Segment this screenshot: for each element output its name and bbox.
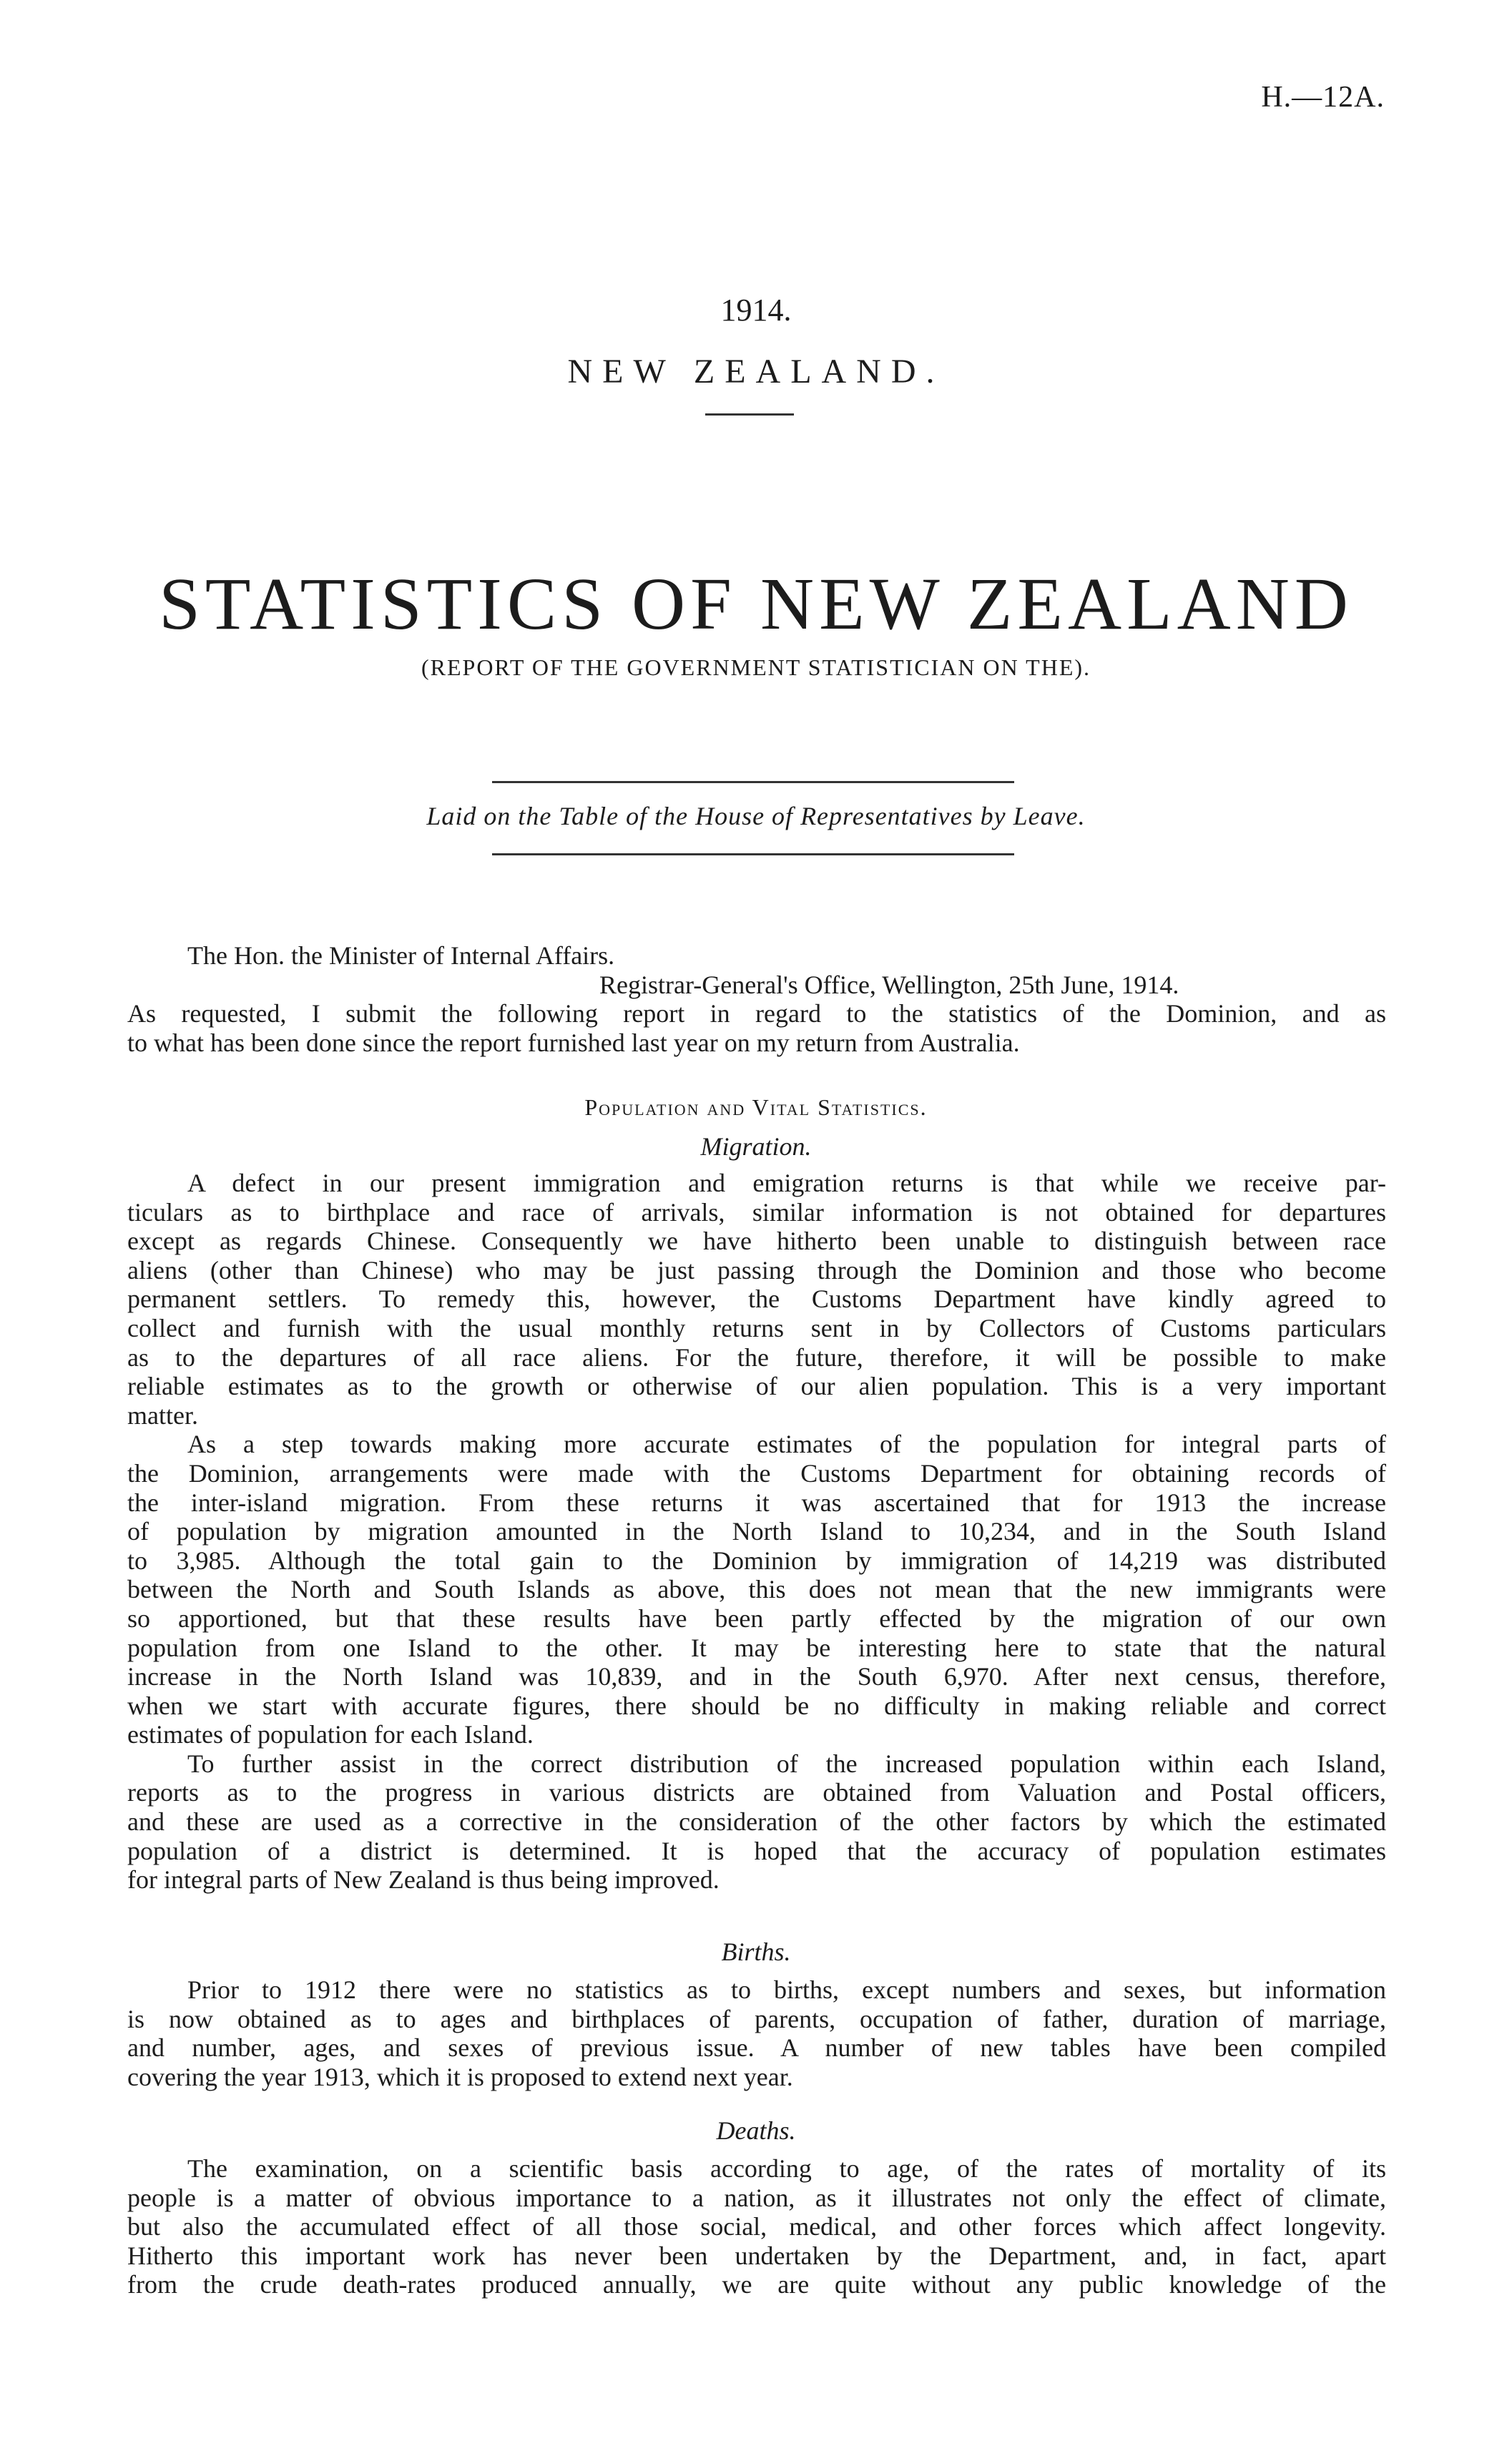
text-line: collect and furnish with the usual monthly returns sent in by Collectors of Customs particulars — [127, 1313, 1386, 1342]
text-line: except as regards Chinese. Consequently we have hitherto been unable to distinguish between race — [127, 1227, 1386, 1256]
laid-statement: Laid on the Table of the House of Representatives by Leave. — [426, 802, 1086, 830]
text-line: for integral parts of New Zealand is thus being improved. — [127, 1865, 720, 1895]
letter-origin: Registrar-General's Office, Wellington, 25th June, 1914. — [599, 970, 1179, 999]
text-line: ticulars as to birthplace and race of arrivals, similar information is not obtained for departures — [127, 1197, 1386, 1227]
year: 1914. — [720, 293, 792, 328]
text-line: covering the year 1913, which it is proposed to extend next year. — [127, 2062, 793, 2091]
text-line: so apportioned, but that these results have been partly effected by the migration of our own — [127, 1603, 1386, 1633]
text-line: from the crude death-rates produced annually, we are quite without any public knowledge of the — [127, 2270, 1386, 2299]
text-line: To further assist in the correct distribution of the increased population within each Island, — [187, 1749, 1386, 1778]
text-line: population of a district is determined. It is hoped that the accuracy of population estimates — [127, 1836, 1386, 1865]
divider-bottom — [492, 853, 1014, 855]
text-line: reliable estimates as to the growth or otherwise of our alien population. This is a very important — [127, 1372, 1386, 1401]
text-line: the inter-island migration. From these returns it was ascertained that for 1913 the increase — [127, 1488, 1386, 1517]
text-line: when we start with accurate figures, there should be no difficulty in making reliable and correct — [127, 1691, 1386, 1720]
main-title: STATISTICS OF NEW ZEALAND — [159, 563, 1353, 645]
text-line: matter. — [127, 1400, 198, 1430]
text-line: A defect in our present immigration and emigration returns is that while we receive par- — [187, 1169, 1386, 1197]
text-line: permanent settlers. To remedy this, however, the Customs Department have kindly agreed to — [127, 1285, 1386, 1314]
text-line: population from one Island to the other. It may be interesting here to state that the natural — [127, 1633, 1386, 1662]
text-line: the Dominion, arrangements were made with the Customs Department for obtaining records of — [127, 1458, 1386, 1488]
migration-heading: Migration. — [700, 1132, 812, 1161]
text-line: Prior to 1912 there were no statistics as to births, except numbers and sexes, but information — [187, 1975, 1386, 2004]
text-line: as to the departures of all race aliens. For the future, therefore, it will be possible to make — [127, 1342, 1386, 1372]
country-heading: NEW ZEALAND. — [567, 353, 945, 391]
text-line: The examination, on a scientific basis according to age, of the rates of mortality of its — [187, 2154, 1386, 2183]
text-line: people is a matter of obvious importance to a nation, as it illustrates not only the effect of climate, — [127, 2183, 1386, 2212]
subtitle: (REPORT OF THE GOVERNMENT STATISTICIAN ON THE). — [421, 654, 1091, 680]
text-line: to 3,985. Although the total gain to the Dominion by immigration of 14,219 was distributed — [127, 1546, 1386, 1575]
intro-line: As requested, I submit the following report in regard to the statistics of the Dominion, and as — [127, 999, 1386, 1028]
text-line: but also the accumulated effect of all those social, medical, and other forces which affect longevity. — [127, 2212, 1386, 2241]
text-line: and number, ages, and sexes of previous issue. A number of new tables have been compiled — [127, 2033, 1386, 2063]
divider-short — [705, 413, 794, 416]
births-heading: Births. — [721, 1937, 791, 1966]
text-line: is now obtained as to ages and birthplaces of parents, occupation of father, duration of marriage, — [127, 2004, 1386, 2033]
letter-header — [127, 941, 1386, 1057]
document-code: H.—12A. — [1261, 81, 1385, 114]
intro-line: to what has been done since the report furnished last year on my return from Australia. — [127, 1028, 1020, 1057]
section-heading: Population and Vital Statistics. — [584, 1094, 928, 1120]
text-line: reports as to the progress in various districts are obtained from Valuation and Postal officers, — [127, 1778, 1386, 1807]
text-line: Hitherto this important work has never been undertaken by the Department, and, in fact, apart — [127, 2241, 1386, 2270]
text-line: As a step towards making more accurate estimates of the population for integral parts of — [187, 1430, 1386, 1459]
divider-top — [492, 781, 1014, 783]
addressee: The Hon. the Minister of Internal Affairs. — [187, 941, 615, 970]
deaths-body — [127, 2154, 1386, 2299]
text-line: estimates of population for each Island. — [127, 1720, 534, 1749]
migration-body — [127, 1169, 1386, 1895]
deaths-heading: Deaths. — [716, 2116, 796, 2145]
text-line: between the North and South Islands as above, this does not mean that the new immigrants were — [127, 1575, 1386, 1604]
text-line: aliens (other than Chinese) who may be just passing through the Dominion and those who become — [127, 1255, 1386, 1285]
text-line: and these are used as a corrective in the consideration of the other factors by which the estimated — [127, 1807, 1386, 1837]
text-line: increase in the North Island was 10,839, and in the South 6,970. After next census, therefore, — [127, 1662, 1386, 1691]
text-line: of population by migration amounted in the North Island to 10,234, and in the South Island — [127, 1517, 1386, 1546]
births-body — [127, 1975, 1386, 2091]
